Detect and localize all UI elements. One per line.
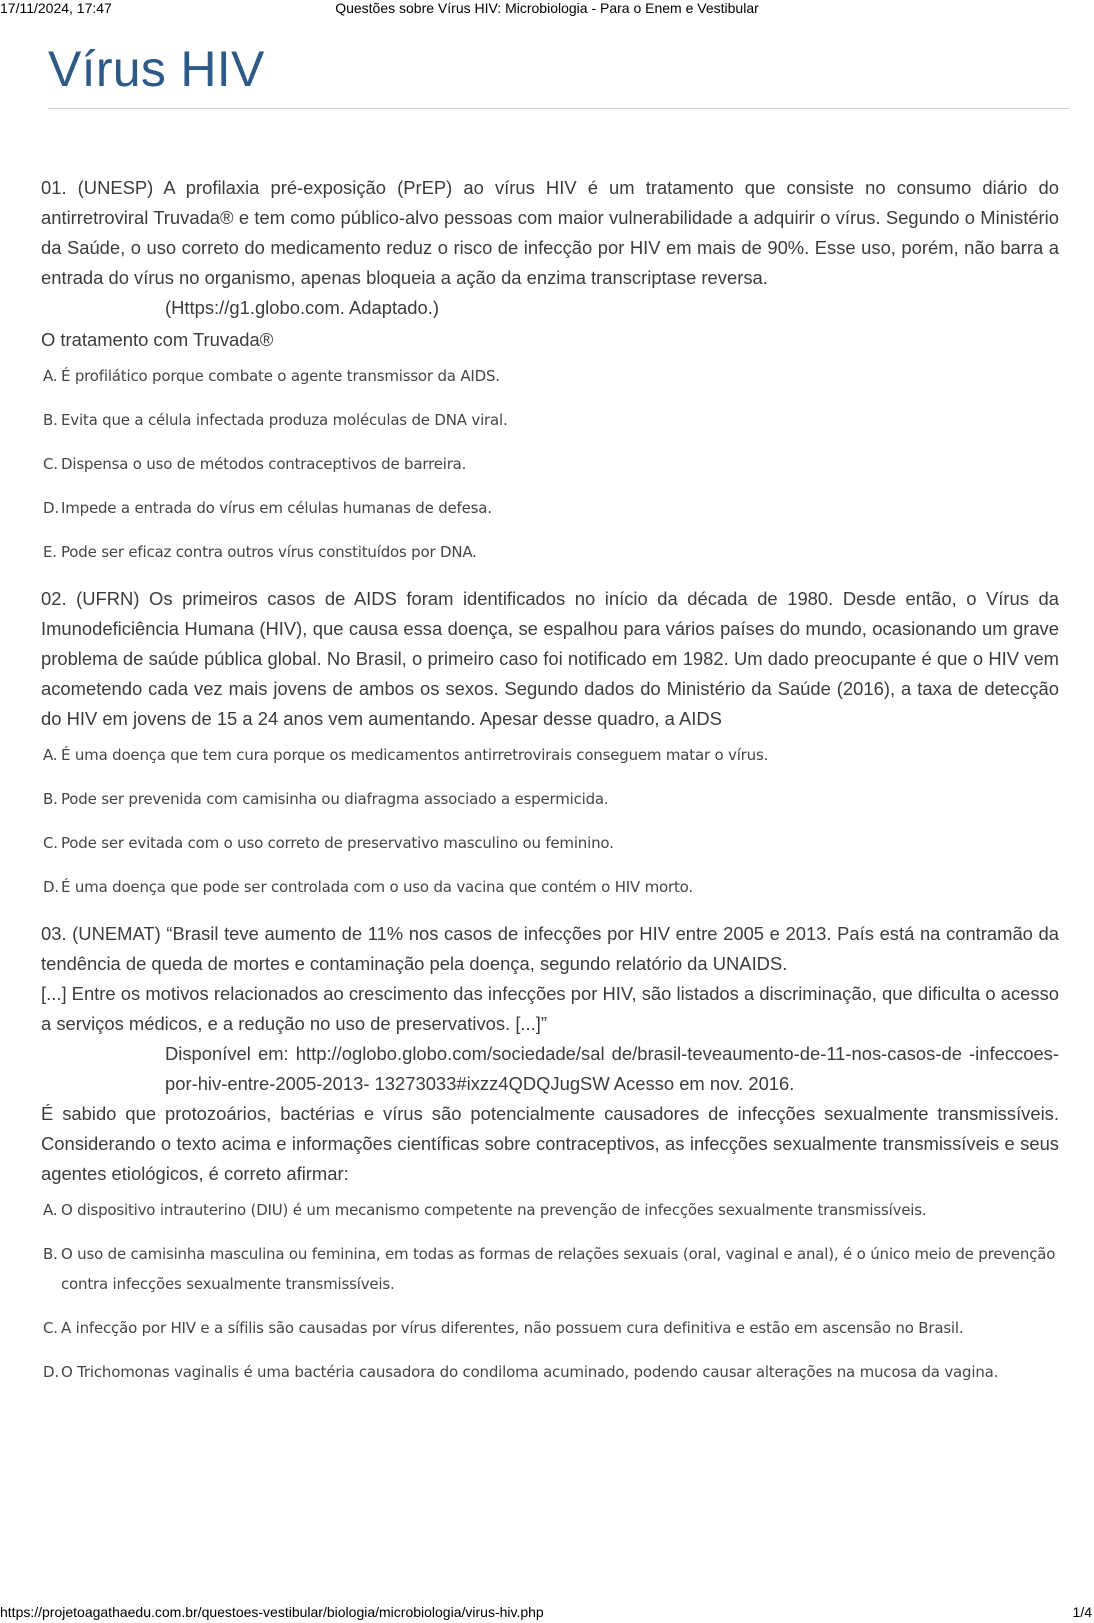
question-2 [41, 584, 1059, 902]
page-number: 1/4 [1072, 1604, 1092, 1620]
question-source: Disponível em: http://oglobo.globo.com/sociedade/sal de/brasil-teveaumento-de-11-nos-casos-de -infeccoes-por-hiv-entre-2005-2013- 13273033#ixzz4QDQJugSW Acesso em nov. 2016. [165, 1043, 1059, 1094]
question-1 [41, 173, 1059, 567]
options-list [41, 1195, 1059, 1387]
option-e[interactable] [41, 537, 1059, 567]
option-letter: A. [43, 746, 58, 764]
option-text: O Trichomonas vaginalis é uma bactéria causadora do condiloma acuminado, podendo causar alterações na mucosa da vagina. [61, 1363, 999, 1381]
option-b[interactable] [41, 405, 1059, 435]
option-d[interactable] [41, 493, 1059, 523]
option-letter: B. [43, 411, 58, 429]
option-letter: A. [43, 1201, 58, 1219]
option-b[interactable] [41, 1239, 1059, 1299]
option-letter: C. [43, 834, 58, 852]
option-letter: D. [43, 878, 59, 896]
question-prompt: O tratamento com Truvada® [41, 329, 274, 350]
option-text: O dispositivo intrauterino (DIU) é um mecanismo competente na prevenção de infecções sexualmente transmissíveis. [61, 1201, 927, 1219]
option-letter: B. [43, 790, 58, 808]
print-footer [0, 1604, 1094, 1622]
options-list [41, 740, 1059, 902]
option-text: Impede a entrada do vírus em células humanas de defesa. [61, 499, 492, 517]
option-a[interactable] [41, 361, 1059, 391]
question-text-continued: [...] Entre os motivos relacionados ao crescimento das infecções por HIV, são listados a discriminação, que dificulta o acesso a serviços médicos, e a redução no uso de preservativos. [...]” [41, 983, 1059, 1034]
print-datetime: 17/11/2024, 17:47 [0, 0, 112, 16]
question-text: 01. (UNESP) A profilaxia pré-exposição (PrEP) ao vírus HIV é um tratamento que consiste no consumo diário do antirretroviral Truvada® e tem como público-alvo pessoas com maior vulnerabilidade a adquirir o vírus. Segundo o Ministério da Saúde, o uso correto do medicamento reduz o risco de infecção por HIV em mais de 90%. Esse uso, porém, não barra a entrada do vírus no organismo, apenas bloqueia a ação da enzima transcriptase reversa. [41, 177, 1059, 288]
option-text: Pode ser prevenida com camisinha ou diafragma associado a espermicida. [61, 790, 609, 808]
print-doc-title: Questões sobre Vírus HIV: Microbiologia - Para o Enem e Vestibular [335, 0, 759, 16]
option-c[interactable] [41, 1313, 1059, 1343]
option-text: A infecção por HIV e a sífilis são causadas por vírus diferentes, não possuem cura definitiva e estão em ascensão no Brasil. [61, 1319, 964, 1337]
option-text: Evita que a célula infectada produza moléculas de DNA viral. [61, 411, 508, 429]
option-letter: E. [43, 543, 57, 561]
option-d[interactable] [41, 1357, 1059, 1387]
option-text: É uma doença que tem cura porque os medicamentos antirretrovirais conseguem matar o vírus. [61, 746, 769, 764]
option-c[interactable] [41, 449, 1059, 479]
option-c[interactable] [41, 828, 1059, 858]
option-a[interactable] [41, 1195, 1059, 1225]
option-letter: C. [43, 1319, 58, 1337]
option-text: Dispensa o uso de métodos contraceptivos de barreira. [61, 455, 467, 473]
option-text: Pode ser evitada com o uso correto de preservativo masculino ou feminino. [61, 834, 614, 852]
option-letter: C. [43, 455, 58, 473]
option-b[interactable] [41, 784, 1059, 814]
question-text: 03. (UNEMAT) “Brasil teve aumento de 11% nos casos de infecções por HIV entre 2005 e 2013. País está na contramão da tendência de queda de mortes e contaminação pela doença, segundo relatório da UNAIDS. [41, 923, 1059, 974]
question-text: 02. (UFRN) Os primeiros casos de AIDS foram identificados no início da década de 1980. Desde então, o Vírus da Imunodeficiência Humana (HIV), que causa essa doença, se espalhou para vários países do mundo, ocasionando um grave problema de saúde pública global. No Brasil, o primeiro caso foi notificado em 1982. Um dado preocupante é que o HIV vem acometendo cada vez mais jovens de ambos os sexos. Segundo dados do Ministério da Saúde (2016), a taxa de detecção do HIV em jovens de 15 a 24 anos vem aumentando. Apesar desse quadro, a AIDS [41, 588, 1059, 729]
option-letter: A. [43, 367, 58, 385]
option-d[interactable] [41, 872, 1059, 902]
question-prompt: É sabido que protozoários, bactérias e vírus são potencialmente causadores de infecções sexualmente transmissíveis. Considerando o texto acima e informações científicas sobre contraceptivos, as infecções sexualmente transmissíveis e seus agentes etiológicos, é correto afirmar: [41, 1103, 1059, 1184]
option-text: É profilático porque combate o agente transmissor da AIDS. [61, 367, 500, 385]
option-text: Pode ser eficaz contra outros vírus constituídos por DNA. [61, 543, 477, 561]
print-header [0, 0, 1094, 18]
question-3 [41, 919, 1059, 1387]
title-divider [48, 108, 1069, 109]
questions-list [41, 173, 1059, 1404]
option-letter: D. [43, 1363, 59, 1381]
option-text: É uma doença que pode ser controlada com o uso da vacina que contém o HIV morto. [61, 878, 693, 896]
page-title: Vírus HIV [48, 41, 265, 97]
option-letter: D. [43, 499, 59, 517]
print-url: https://projetoagathaedu.com.br/questoes-vestibular/biologia/microbiologia/virus-hiv.php [0, 1604, 544, 1620]
question-source: (Https://g1.globo.com. Adaptado.) [165, 297, 439, 318]
options-list [41, 361, 1059, 567]
option-text: O uso de camisinha masculina ou feminina, em todas as formas de relações sexuais (oral, vaginal e anal), é o único meio de prevenção contra infecções sexualmente transmissíveis. [61, 1245, 1056, 1293]
option-letter: B. [43, 1245, 58, 1263]
option-a[interactable] [41, 740, 1059, 770]
